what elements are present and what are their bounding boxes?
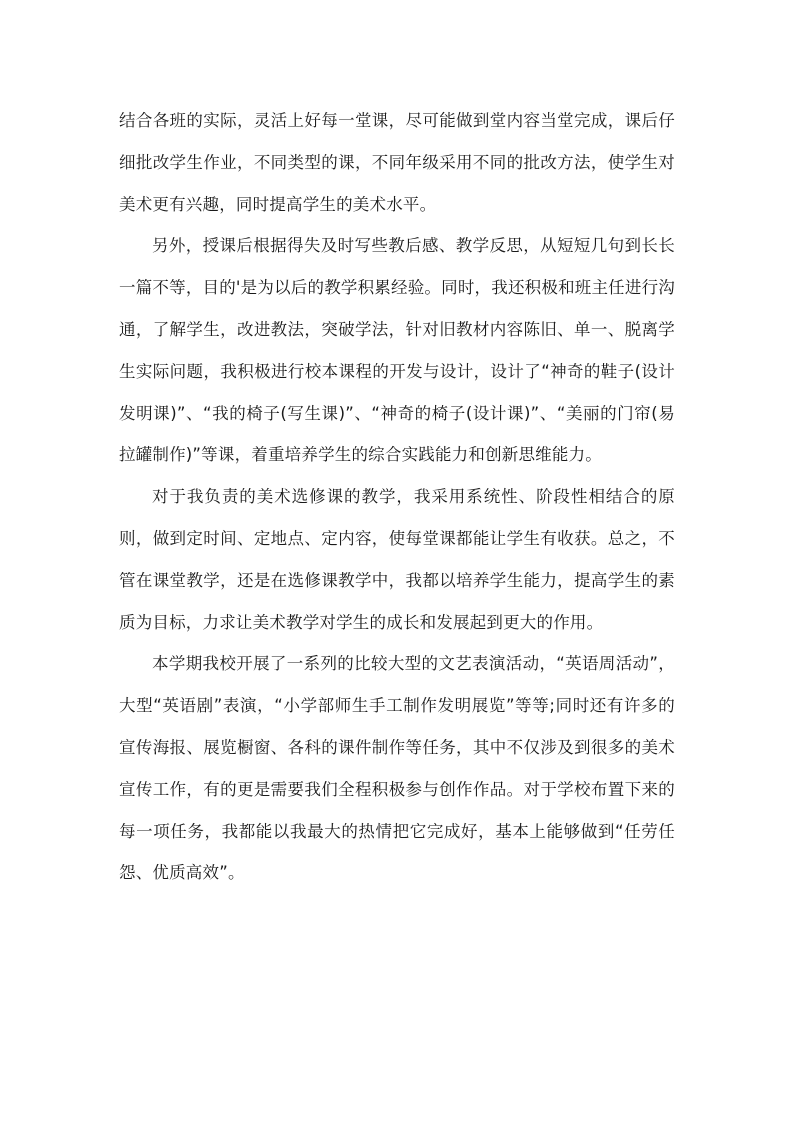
paragraph-3: 对于我负责的美术选修课的教学，我采用系统性、阶段性相结合的原则，做到定时间、定地点、定内容，使每堂课都能让学生有收获。总之，不管在课堂教学，还是在选修课教学中，我都以培养学生能力，提高学生的素质为目标，力求让美术教学对学生的成长和发展起到更大的作用。 xyxy=(119,487,675,632)
paragraph-4: 本学期我校开展了一系列的比较大型的文艺表演活动，“英语周活动”，大型“英语剧”表演，“小学部师生手工制作发明展览”等等;同时还有许多的宣传海报、展览橱窗、各科的课件制作等任务，其中不仅涉及到很多的美术宣传工作，有的更是需要我们全程积极参与创作作品。对于学校布置下来的每一项任务，我都能以我最大的热情把它完成好，基本上能够做到“任劳任怨、优质高效”。 xyxy=(119,654,675,883)
paragraph-1: 结合各班的实际，灵活上好每一堂课，尽可能做到堂内容当堂完成，课后仔细批改学生作业，不同类型的课，不同年级采用不同的批改方法，使学生对美术更有兴趣，同时提高学生的美术水平。 xyxy=(119,111,675,214)
paragraph-2: 另外，授课后根据得失及时写些教后感、教学反思，从短短几句到长长一篇不等，目的'是为以后的教学积累经验。同时，我还积极和班主任进行沟通，了解学生，改进教法，突破学法，针对旧教材内容陈旧、单一、脱离学生实际问题，我积极进行校本课程的开发与设计，设计了“神奇的鞋子(设计发明课)”、“我的椅子(写生课)”、“神奇的椅子(设计课)”、“美丽的门帘(易拉罐制作)”等课，着重培养学生的综合实践能力和创新思维能力。 xyxy=(119,236,675,465)
document-body xyxy=(119,100,675,894)
